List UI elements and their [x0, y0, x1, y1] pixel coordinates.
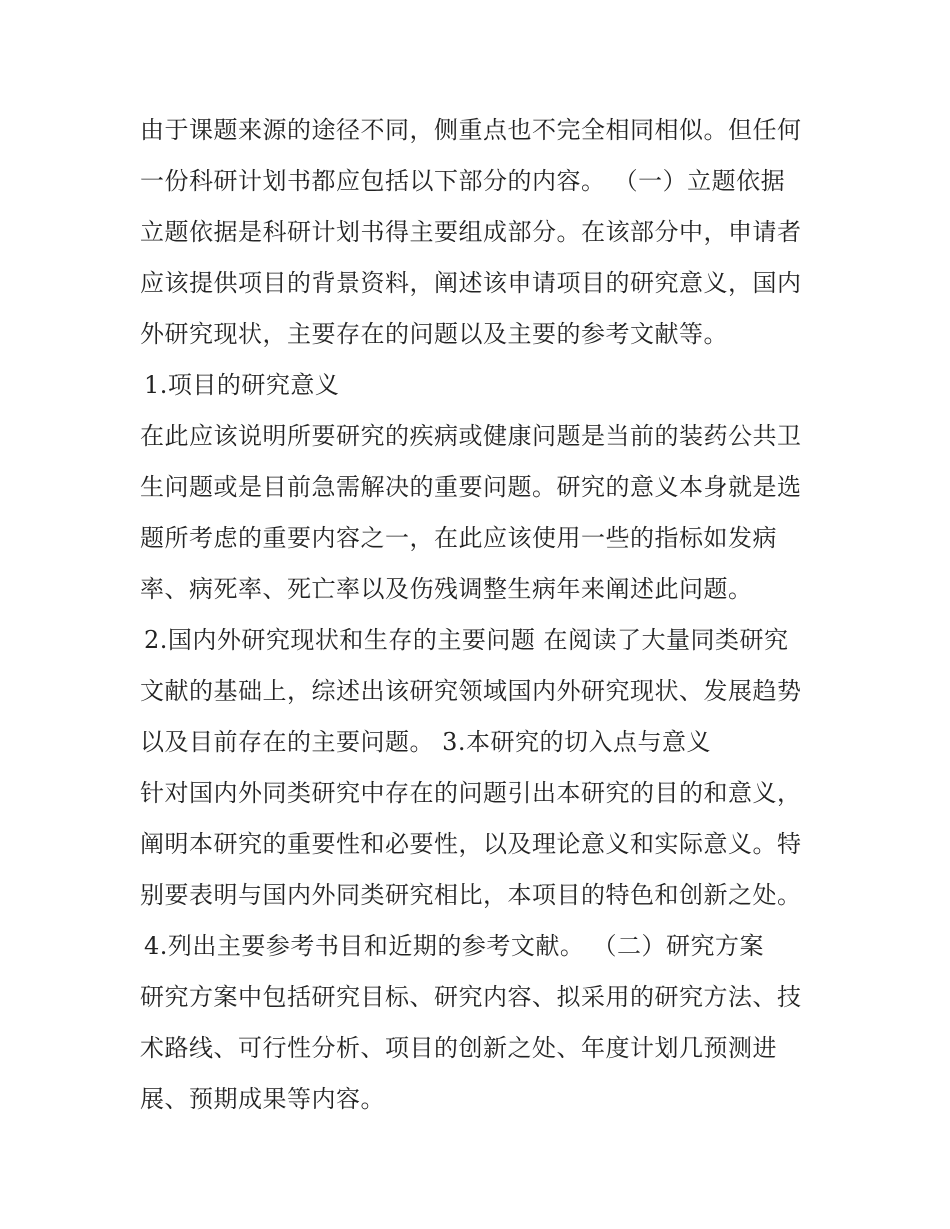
text-line: 以及目前存在的主要问题。 3.本研究的切入点与意义: [140, 728, 712, 756]
text-line: 由于课题来源的途径不同，侧重点也不完全相同相似。但任何: [140, 116, 802, 144]
text-line: 生问题或是目前急需解决的重要问题。研究的意义本身就是选: [140, 473, 802, 501]
text-line: 别要表明与国内外同类研究相比，本项目的特色和创新之处。: [140, 881, 802, 909]
body-text: [140, 105, 830, 1125]
text-line: 外研究现状，主要存在的问题以及主要的参考文献等。: [140, 320, 728, 348]
text-line: 在此应该说明所要研究的疾病或健康问题是当前的装药公共卫: [140, 422, 802, 450]
text-line: 研究方案中包括研究目标、研究内容、拟采用的研究方法、技: [140, 983, 802, 1011]
text-line: 文献的基础上，综述出该研究领域国内外研究现状、发展趋势: [140, 677, 802, 705]
text-line: 展、预期成果等内容。: [140, 1085, 385, 1113]
section-heading: 2.国内外研究现状和生存的主要问题 在阅读了大量同类研究: [144, 626, 789, 654]
text-line: 针对国内外同类研究中存在的问题引出本研究的目的和意义，: [140, 779, 802, 807]
text-line: 立题依据是科研计划书得主要组成部分。在该部分中，申请者: [140, 218, 802, 246]
text-line: 术路线、可行性分析、项目的创新之处、年度计划几预测进: [140, 1034, 777, 1062]
text-line: 应该提供项目的背景资料，阐述该申请项目的研究意义，国内: [140, 269, 802, 297]
text-line: 一份科研计划书都应包括以下部分的内容。 （一）立题依据: [140, 167, 786, 195]
text-line: 阐明本研究的重要性和必要性，以及理论意义和实际意义。特: [140, 830, 802, 858]
section-heading: 4.列出主要参考书目和近期的参考文献。 （二）研究方案: [144, 932, 765, 960]
section-heading: 1.项目的研究意义: [144, 371, 340, 399]
text-line: 题所考虑的重要内容之一，在此应该使用一些的指标如发病: [140, 524, 777, 552]
text-line: 率、病死率、死亡率以及伤残调整生病年来阐述此问题。: [140, 575, 753, 603]
